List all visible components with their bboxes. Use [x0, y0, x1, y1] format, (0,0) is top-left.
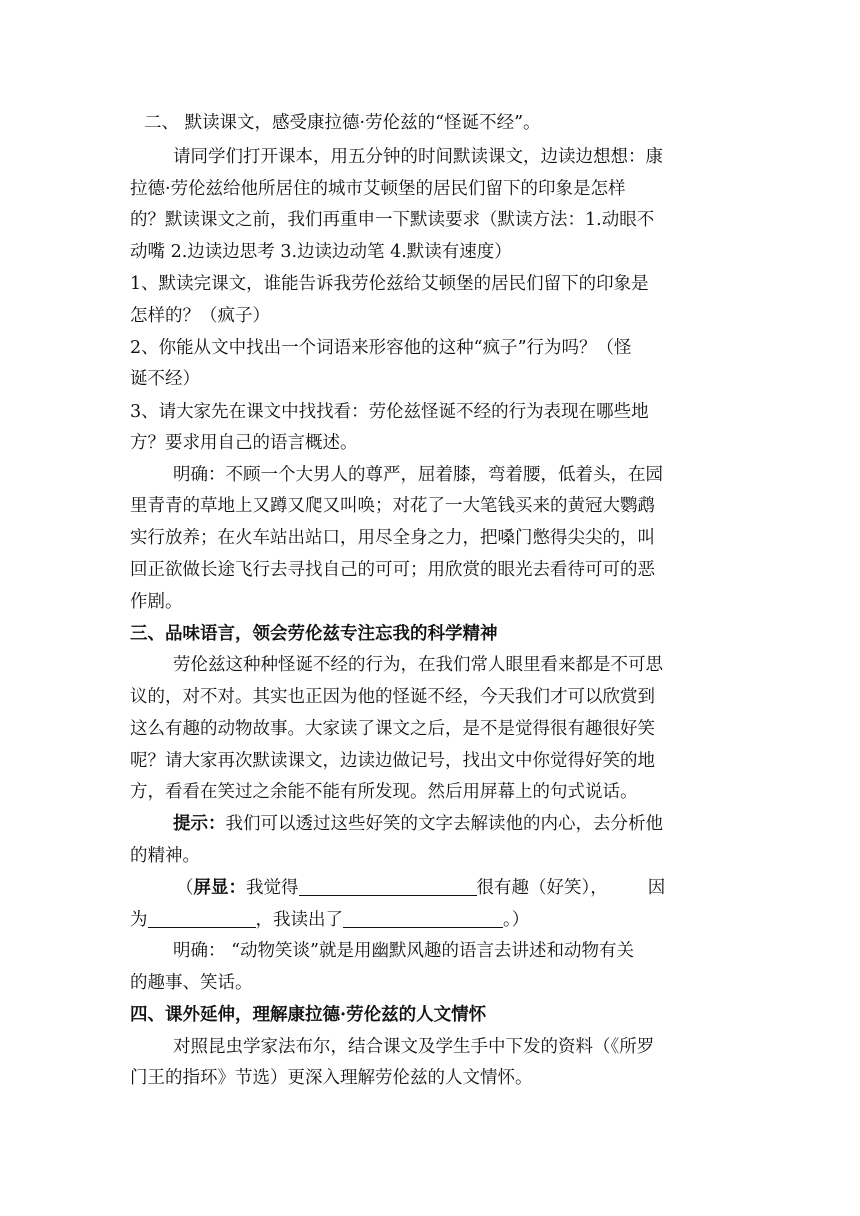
screen-text: 。）	[503, 910, 530, 930]
question-1-line: 1、默读完课文，谁能告诉我劳伦兹给艾顿堡的居民们留下的印象是	[130, 274, 649, 294]
open-paren: （	[176, 878, 194, 898]
section-heading-4: 四、课外延伸，理解康拉德·劳伦兹的人文情怀	[130, 1005, 487, 1025]
paragraph-line: 呢？请大家再次默读课文，边读边做记号，找出文中你觉得好笑的地	[130, 751, 655, 771]
screen-text: 很有趣（好笑），	[476, 878, 608, 898]
question-2-line: 诞不经）	[130, 369, 200, 389]
paragraph-line: 这么有趣的动物故事。大家读了课文之后，是不是觉得很有趣很好笑	[130, 719, 655, 739]
answer-line: 里青青的草地上又蹲又爬又叫唤；对花了一大笔钱买来的黄冠大鹦鹉	[130, 496, 655, 516]
answer-line: 明确： “动物笑谈”就是用幽默风趣的语言去讲述和动物有关	[173, 941, 634, 961]
answer-line: 的趣事、笑话。	[130, 973, 253, 993]
paragraph-line: 方，看看在笑过之余能不能有所发现。然后用屏幕上的句式说话。	[130, 782, 638, 802]
screen-text: 为	[130, 910, 148, 930]
answer-line: 回正欲做长途飞行去寻找自己的可可；用欣赏的眼光去看待可可的恶	[130, 560, 655, 580]
hint-label: 提示：	[173, 814, 226, 834]
answer-line: 明确：不顾一个大男人的尊严，屈着膝，弯着腰，低着头，在园	[173, 465, 663, 485]
paragraph-line: 劳伦兹这种种怪诞不经的行为，在我们常人眼里看来都是不可思	[173, 655, 663, 675]
paragraph-line: 的精神。	[130, 846, 200, 866]
screen-text: 因	[647, 878, 666, 898]
screen-text: ，我读出了	[255, 910, 343, 930]
paragraph-line: 对照昆虫学家法布尔，结合课文及学生手中下发的资料（《所罗	[173, 1037, 655, 1057]
hint-line	[173, 812, 733, 836]
fill-blank	[343, 909, 503, 928]
section-heading-2: 二、 默读课文，感受康拉德·劳伦兹的“怪诞不经”。	[144, 113, 541, 133]
paragraph-line: 拉德·劳伦兹给他所居住的城市艾顿堡的居民们留下的印象是怎样	[130, 179, 626, 199]
screen-text: 我觉得	[246, 878, 299, 898]
screen-display-line-1	[176, 876, 736, 900]
screen-label: 屏显：	[193, 878, 246, 898]
question-1-line: 怎样的？（疯子）	[130, 306, 270, 326]
screen-display-line-2	[130, 908, 730, 932]
fill-blank	[299, 877, 477, 896]
paragraph-line: 的？默读课文之前，我们再重申一下默读要求（默读方法：1.动眼不	[130, 210, 655, 230]
hint-text: 我们可以透过这些好笑的文字去解读他的内心，去分析他	[225, 814, 663, 834]
paragraph-line: 动嘴 2.边读边思考 3.边读边动笔 4.默读有速度）	[130, 242, 512, 262]
fill-blank	[148, 909, 256, 928]
paragraph-line: 议的，对不对。其实也正因为他的怪诞不经，今天我们才可以欣赏到	[130, 687, 655, 707]
question-2-line: 2、你能从文中找出一个词语来形容他的这种“疯子”行为吗？（怪	[130, 338, 632, 358]
paragraph-line: 门王的指环》节选）更深入理解劳伦兹的人文情怀。	[130, 1068, 533, 1088]
section-heading-3: 三、品味语言，领会劳伦兹专注忘我的科学精神	[130, 624, 498, 644]
paragraph-line: 请同学们打开课本，用五分钟的时间默读课文，边读边想想：康	[173, 147, 663, 167]
question-3-line: 3、请大家先在课文中找找看：劳伦兹怪诞不经的行为表现在哪些地	[130, 402, 649, 422]
question-3-line: 方？要求用自己的语言概述。	[130, 433, 358, 453]
answer-line: 实行放养；在火车站出站口，用尽全身之力，把嗓门憋得尖尖的，叫	[130, 528, 655, 548]
answer-line: 作剧。	[130, 592, 183, 612]
